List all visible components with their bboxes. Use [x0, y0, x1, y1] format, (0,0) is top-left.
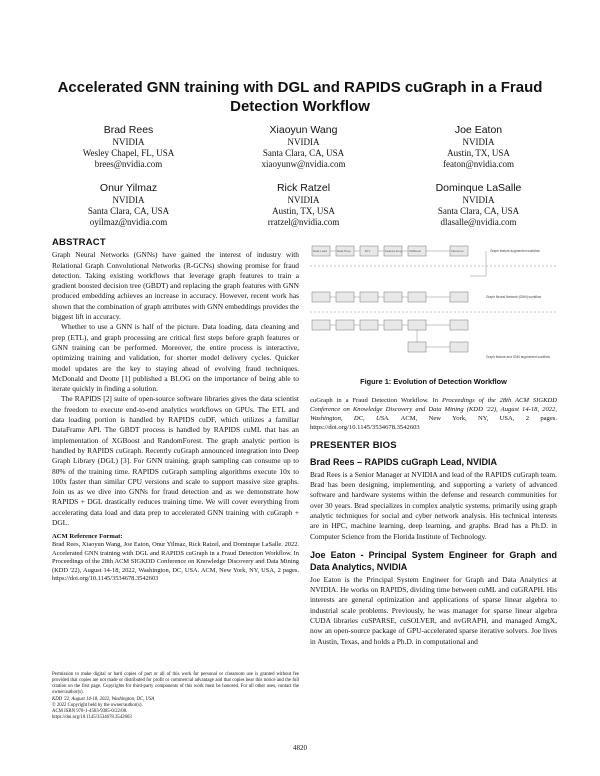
author-email[interactable]: featon@nvidia.com: [442, 159, 514, 169]
author-card: [46, 123, 211, 170]
workflow-label: Graph feature and GNN augmented workflow: [486, 355, 550, 359]
author-name: Dominque LaSalle: [435, 182, 522, 194]
author-location: Wesley Chapel, FL, USA: [82, 148, 175, 158]
box-gnn: [408, 320, 426, 330]
box-label: ETL: [365, 249, 371, 253]
venue-line: KDD '22, August 14-18, 2022, Washington, DC, USA: [52, 697, 155, 702]
author-location: Austin, TX, USA: [272, 206, 335, 216]
box-data-load: [312, 292, 330, 302]
bio-text: Joe Eaton is the Principal System Engineer for Graph and Data Analytics at NVIDIA. He works on RAPIDS, dividing time between cuML and cuGRAPH. His interests are general optimization and applications of sparse linear algebra to industrial scale problems. Previously, he was manager for sparse linear algebra CUDA libraries cuSPARSE, cuSOLVER, and nvGRAPH, and managed AmgX, now an open-source package of GPU-accelerated sparse iterative solvers. Joe lives in Austin, Texas, and holds a Ph.D. in computational and: [310, 574, 557, 646]
abstract-paragraph: The RAPIDS [2] suite of open-source software libraries gives the data scientist the freedom to execute end-to-end analytics workflows on GPUs. The ETL and data loading portion is handled by RAPIDS cuDF, which utilizes a familiar DataFrame API. The GBDT process is handled by RAPIDS cuML that has an implementation of XGBoost and RandomForest. The graph analytic portion is handled by RAPIDS cuGraph. Recently cuGraph announced integration into Deep Graph Library (DGL) [3]. For GNN training, graph sampling can consume up to 80% of the training time. RAPIDS cuGraph sampling algorithms execute 10x to 100x faster than similar CPU versions and scale to support massive size graphs. Join us as we dive into GNNs for fraud detection and as we demonstrate how RAPIDS + DGL drastically reduces training time. We will cover everything from accelerating data load and data prep to accelerated GNN training with cuGraph + DGL.: [52, 394, 299, 528]
box-feature-eng: [384, 320, 402, 330]
workflow-diagram: [310, 240, 557, 375]
workflow-label: Graph feature augmented workflow: [490, 249, 540, 253]
ref-format-heading: ACM Reference Format:: [52, 533, 123, 541]
permission-text: Permission to make digital or hard copies of part or all of this work for personal or classroom use is granted without fee provided that copies are not made or distributed for profit or commercial advantage and that copies bear this notice and the full citation on the first page. Copyrights for third-party components of this work must be honored. For all other uses, contact the owner/author(s).: [52, 672, 299, 695]
box-data-prep: [336, 292, 354, 302]
box-label: XGBoost: [409, 249, 422, 253]
author-name: Xiaoyun Wang: [269, 124, 338, 136]
doi-link[interactable]: https://doi.org/10.1145/3534678.3542603: [52, 715, 132, 720]
page-number: 4820: [293, 744, 307, 752]
abstract-paragraph: Graph Neural Networks (GNNs) have gained the interest of industry with Relational Graph Convolutional Networks (R-GCNs) showing promise for fraud detection. Taking existing workflows that leverage graph features to train a gradient boosted decision tree (GBDT) and replacing the graph features with GNN produced embedding achieves an increase in accuracy. However, recent work has shown that the combination of graph attributes with GNN embeddings provides the biggest lift in accuracy.: [52, 250, 299, 322]
author-card: [46, 181, 211, 228]
author-location: Santa Clara, CA, USA: [437, 206, 520, 216]
author-email[interactable]: rratzel@nvidia.com: [267, 217, 340, 227]
author-email[interactable]: xiaoyunw@nvidia.com: [261, 159, 346, 169]
author-location: Austin, TX, USA: [447, 148, 510, 158]
box-label: Data Load: [313, 249, 327, 253]
author-org: NVIDIA: [112, 137, 145, 147]
workflow-figure: [310, 240, 557, 375]
author-org: NVIDIA: [287, 137, 320, 147]
box-label: Data Prep: [337, 249, 351, 253]
author-org: NVIDIA: [462, 137, 495, 147]
author-org: NVIDIA: [462, 195, 495, 205]
author-name: Onur Yilmaz: [99, 182, 158, 194]
workflow-label: Graph Neural Network (GNN) workflow: [486, 295, 542, 299]
venue-line: ACM ISBN 978-1-4503-9385-0/22/08.: [52, 709, 128, 714]
author-email[interactable]: oyilmaz@nvidia.com: [89, 217, 168, 227]
author-email[interactable]: dlasalle@nvidia.com: [440, 217, 517, 227]
author-name: Joe Eaton: [454, 124, 503, 136]
right-column: [310, 240, 557, 647]
left-column: [52, 238, 299, 584]
figure-caption: Figure 1: Evolution of Detection Workflow: [360, 377, 507, 386]
abstract-paragraph: Whether to use a GNN is half of the picture. Data loading, data cleaning and prep (ETL), and graph processing are critical first steps before graph features or GNN training can be performed. Moreover, the entire process is interactive, optimizing training and validation, for shorter model delivery cycles. Quicker model updates are the key to staying ahead of evolving fraud techniques. McDonald and Deotte [1] published a BLOG on the importance of being able to iterate quickly in finding a solution.: [52, 322, 299, 394]
author-org: NVIDIA: [287, 195, 320, 205]
footnote-block: [52, 672, 299, 721]
author-card: [221, 123, 386, 170]
paper-title: Accelerated GNN training with DGL and RAPIDS cuGraph in a Fraud Detection Workflow: [57, 79, 543, 115]
box-inference: [450, 292, 468, 302]
ref-format-continued: cuGraph in a Fraud Detection Workflow. In Proceedings of the 28th ACM SIGKDD Conference on Knowledge Discovery and Data Mining (KDD '22), August 14-18, 2022, Washington, DC, USA. ACM, New York, NY, USA, 2 pages. https://doi.org/10.1145/3534678.3542603: [310, 397, 557, 431]
bio-title: Joe Eaton - Principal System Engineer for Graph and Data Analytics, NVIDIA: [310, 549, 557, 572]
box-inference: [450, 342, 468, 352]
abstract-heading: ABSTRACT: [52, 237, 106, 248]
box-label: Inference: [451, 249, 464, 253]
box-data-load: [312, 320, 330, 330]
box-xgboost: [408, 342, 426, 352]
box-etl: [360, 320, 378, 330]
author-email[interactable]: brees@nvidia.com: [94, 159, 163, 169]
author-location: Santa Clara, CA, USA: [262, 148, 345, 158]
author-card: [221, 181, 386, 228]
author-card: [396, 181, 561, 228]
venue-line: © 2022 Copyright held by the owner/author(s).: [52, 703, 143, 708]
box-xgboost: [450, 320, 468, 330]
bio-text: Brad Rees is a Senior Manager at NVIDIA and lead of the RAPIDS cuGraph team. Brad has been designing, implementing, and supporting a variety of advanced software and hardware systems within the defense and research communities for over 30 years. Brad specializes in complex analytic systems, primarily using graph analytic techniques for social and cyber network analysis. His technical interests are in HPC, machine learning, deep learning, and graphs. Brad has a Ph.D. in Computer Science from the Florida Institute of Technology.: [310, 469, 557, 541]
author-org: NVIDIA: [112, 195, 145, 205]
author-name: Rick Ratzel: [276, 182, 331, 194]
box-xgboost: [408, 292, 426, 302]
box-etl: [360, 292, 378, 302]
author-location: Santa Clara, CA, USA: [87, 206, 170, 216]
ref-format-text: Brad Rees, Xiaoyun Wang, Joe Eaton, Onur Yilmaz, Rick Ratzel, and Dominque LaSalle. 2022. Accelerated GNN training with DGL and RAPIDS cuGraph in a Fraud Detection Workflow. In Proceedings of the 28th ACM SIGKDD Conference on Knowledge Discovery and Data Mining (KDD '22), August 14-18, 2022, Washington, DC, USA. ACM, New York, NY, USA, 2 pages. https://doi.org/10.1145/3534678.3542603: [52, 540, 299, 583]
bio-title: Brad Rees – RAPIDS cuGraph Lead, NVIDIA: [310, 456, 498, 467]
box-gnn: [384, 292, 402, 302]
author-name: Brad Rees: [103, 124, 154, 136]
box-label: Feature Eng.: [385, 249, 403, 253]
author-card: [396, 123, 561, 170]
box-data-prep: [336, 320, 354, 330]
presenter-heading: PRESENTER BIOS: [310, 440, 397, 452]
